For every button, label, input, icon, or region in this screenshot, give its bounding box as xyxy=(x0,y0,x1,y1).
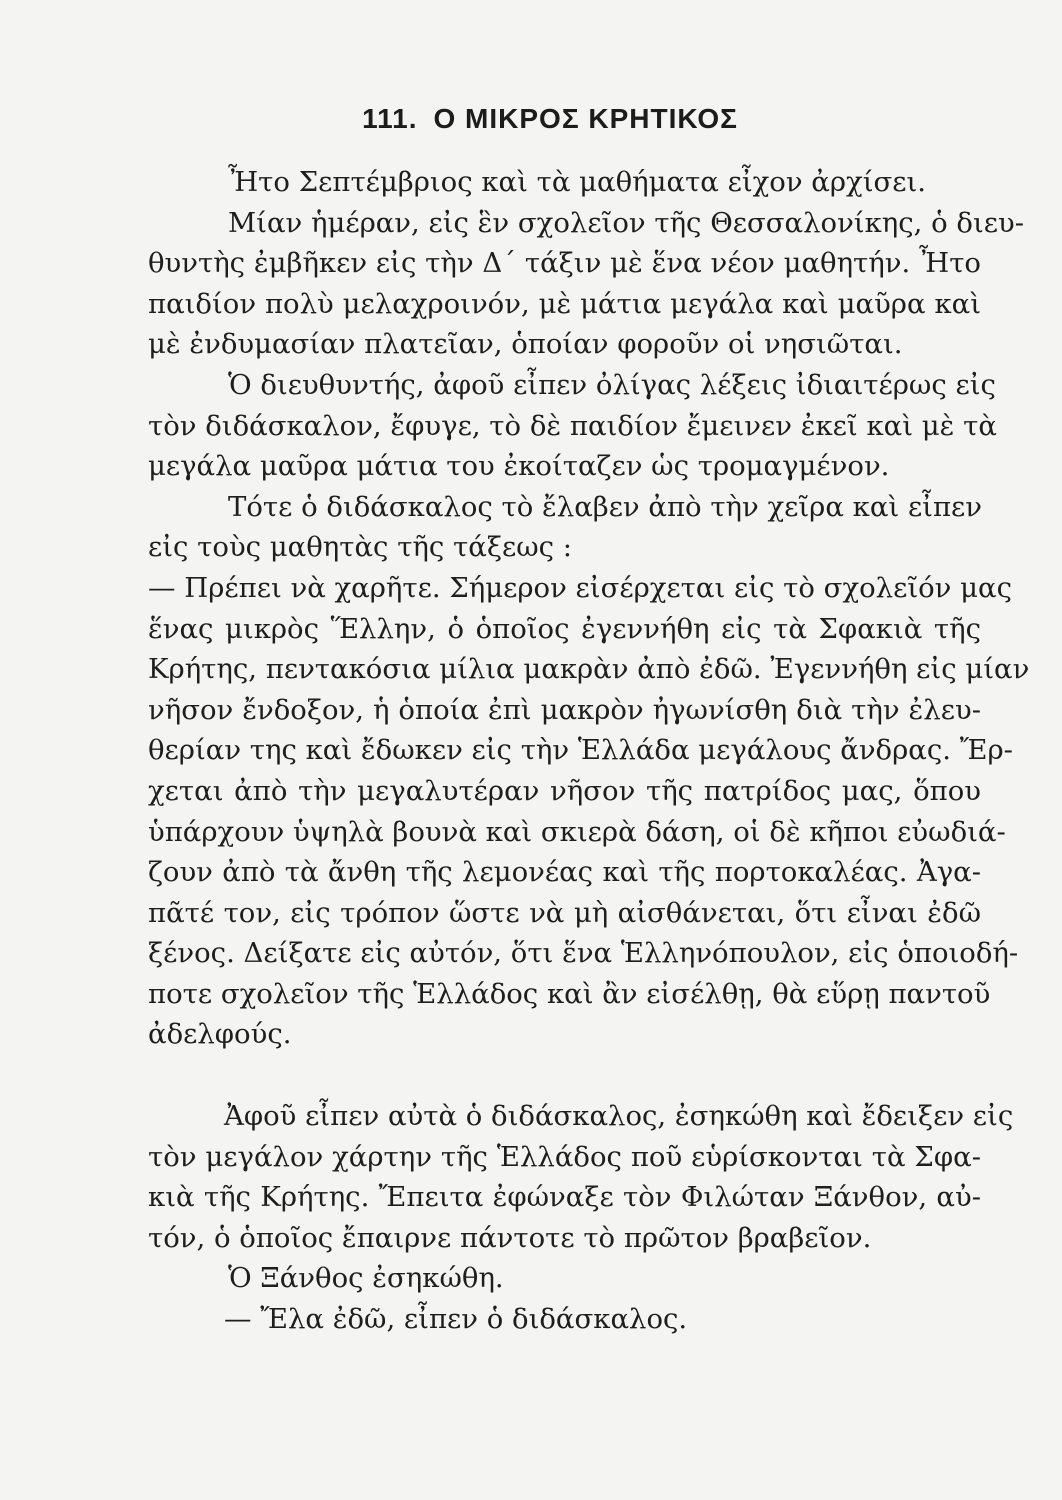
text-line: θυντὴς ἐμβῆκεν εἰς τὴν Δ΄ τάξιν μὲ ἕνα νέον μαθητήν. Ἦτο xyxy=(148,247,981,280)
text-line: — Ἔλα ἐδῶ, εἶπεν ὁ διδάσκαλος. xyxy=(224,1303,688,1336)
text-line: Κρήτης, πεντακόσια μίλια μακρὰν ἀπὸ ἐδῶ. Ἐγεννήθη εἰς μίαν xyxy=(148,653,1030,686)
text-line: παιδίον πολὺ μελαχροινόν, μὲ μάτια μεγάλα καὶ μαῦρα καὶ xyxy=(148,287,981,320)
text-line: πᾶτέ τον, εἰς τρόπον ὥστε νὰ μὴ αἰσθάνεται, ὅτι εἶναι ἐδῶ xyxy=(148,896,981,929)
text-line: — Πρέπει νὰ χαρῆτε. Σήμερον εἰσέρχεται εἰς τὸ σχολεῖόν μας xyxy=(148,571,1012,604)
text-line: ποτε σχολεῖον τῆς Ἑλλάδος καὶ ἂν εἰσέλθῃ, θὰ εὕρῃ παντοῦ xyxy=(148,977,991,1010)
text-line: νῆσον ἔνδοξον, ἡ ὁποία ἐπὶ μακρὸν ἠγωνίσθη διὰ τὴν ἐλευ- xyxy=(148,693,981,726)
paragraph-gap xyxy=(148,1055,981,1096)
text-line: θερίαν της καὶ ἔδωκεν εἰς τὴν Ἑλλάδα μεγάλους ἄνδρας. Ἔρ- xyxy=(148,734,1013,767)
text-line: Ἀφοῦ εἶπεν αὐτὰ ὁ διδάσκαλος, ἐσηκώθη καὶ ἔδειξεν εἰς xyxy=(224,1100,1014,1133)
text-line: ὑπάρχουν ὑψηλὰ βουνὰ καὶ σκιερὰ δάση, οἱ δὲ κῆποι εὐωδιά- xyxy=(148,815,1006,848)
chapter-title xyxy=(200,103,900,135)
text-line: Τότε ὁ διδάσκαλος τὸ ἔλαβεν ἀπὸ τὴν χεῖρα καὶ εἶπεν xyxy=(228,490,983,523)
text-line: τὸν διδάσκαλον, ἔφυγε, τὸ δὲ παιδίον ἔμεινεν ἐκεῖ καὶ μὲ τὰ xyxy=(148,409,997,442)
text-line: τὸν μεγάλον χάρτην τῆς Ἑλλάδος ποῦ εὑρίσκονται τὰ Σφα- xyxy=(148,1140,981,1173)
text-line: ξένος. Δείξατε εἰς αὐτόν, ὅτι ἕνα Ἑλληνόπουλον, εἰς ὁποιοδή- xyxy=(148,937,1019,970)
text-line: χεται ἀπὸ τὴν μεγαλυτέραν νῆσον τῆς πατρίδος μας, ὅπου xyxy=(148,774,981,807)
text-line: Ἦτο Σεπτέμβριος καὶ τὰ μαθήματα εἶχον ἀρχίσει. xyxy=(228,166,927,198)
text-line: μεγάλα μαῦρα μάτια του ἐκοίταζεν ὡς τρομαγμένον. xyxy=(148,450,890,483)
text-line: Ὁ διευθυντής, ἀφοῦ εἶπεν ὀλίγας λέξεις ἰδιαιτέρως εἰς xyxy=(228,368,996,401)
text-line: κιὰ τῆς Κρήτης. Ἔπειτα ἐφώναξε τὸν Φιλώταν Ξάνθον, αὐ- xyxy=(148,1181,981,1214)
text-line: ἀδελφούς. xyxy=(148,1018,292,1051)
text-line: ζουν ἀπὸ τὰ ἄνθη τῆς λεμονέας καὶ τῆς πορτοκαλέας. Ἀγα- xyxy=(148,856,981,889)
text-line: εἰς τοὺς μαθητὰς τῆς τάξεως : xyxy=(148,531,573,564)
text-line: ἕνας μικρὸς Ἕλλην, ὁ ὁποῖος ἐγεννήθη εἰς τὰ Σφακιὰ τῆς xyxy=(148,612,981,645)
chapter-title-text: Ο ΜΙΚΡΟΣ ΚΡΗΤΙΚΟΣ xyxy=(433,103,738,134)
text-line: μὲ ἐνδυμασίαν πλατεῖαν, ὁποίαν φοροῦν οἱ νησιῶται. xyxy=(148,328,903,361)
text-line: Ὁ Ξάνθος ἐσηκώθη. xyxy=(228,1262,504,1295)
text-line: τόν, ὁ ὁποῖος ἔπαιρνε πάντοτε τὸ πρῶτον βραβεῖον. xyxy=(148,1221,872,1254)
chapter-number: 111. xyxy=(362,103,418,134)
body-text xyxy=(148,162,1030,1340)
text-line: Μίαν ἡμέραν, εἰς ἓν σχολεῖον τῆς Θεσσαλονίκης, ὁ διευ- xyxy=(228,206,1025,239)
